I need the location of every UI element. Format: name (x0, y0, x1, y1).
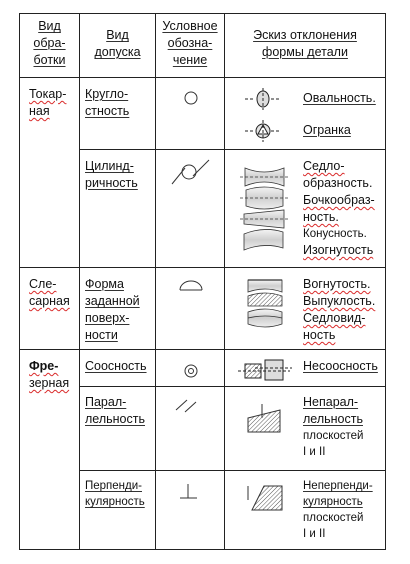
deviation-misalignment: Несоосность (303, 359, 378, 373)
header-symbol: Условное обозна- чение (162, 19, 218, 67)
taper-sketch (240, 210, 290, 228)
process-milling: Фре- зерная (29, 359, 70, 390)
convexity-sketch (248, 293, 282, 306)
nonparallel-sketch (248, 404, 280, 432)
tolerance-coaxiality: Соосность (85, 359, 147, 373)
deviations-perpendicularity: Неперпенди- кулярность плоскостей I и II (303, 480, 373, 540)
saddle-surface-sketch (248, 309, 282, 327)
tolerance-roundness: Кругло- стность (85, 87, 130, 118)
tolerance-surface-form: Форма заданной поверх- ности (85, 277, 140, 342)
barrel-sketch (240, 187, 290, 209)
header-processing-type: Вид обра- ботки (33, 19, 66, 67)
faceting-sketch (245, 120, 281, 142)
deviations-cylindricity: Седло- образность. Бочкообраз- ность. Конусность. Изогнутость (303, 159, 375, 257)
tolerance-parallelism: Парал- лельность (85, 395, 145, 426)
saddle-sketch (240, 168, 290, 186)
concavity-sketch (248, 280, 282, 292)
bend-sketch (244, 229, 283, 250)
misalignment-sketch (238, 360, 292, 380)
deviation-faceting: Огранка (303, 123, 351, 137)
tolerance-perpendicularity: Перпенди- кулярность (85, 480, 145, 508)
process-fitting: Сле- сарная (29, 277, 70, 308)
deviations-parallelism: Непарал- лельность плоскостей I и II (303, 395, 364, 458)
ovality-sketch (245, 88, 281, 110)
header-tolerance-type: Вид допуска (94, 28, 141, 59)
tolerance-cylindricity: Цилинд- ричность (85, 159, 138, 190)
process-turning: Токар- ная (29, 87, 67, 118)
deviation-ovality: Овальность. (303, 91, 376, 105)
nonperpendicular-sketch (248, 486, 282, 510)
header-sketch: Эскиз отклонения формы детали (253, 28, 357, 59)
deviations-surface: Вогнутость. Выпуклость. Седловид- ность (303, 277, 376, 342)
